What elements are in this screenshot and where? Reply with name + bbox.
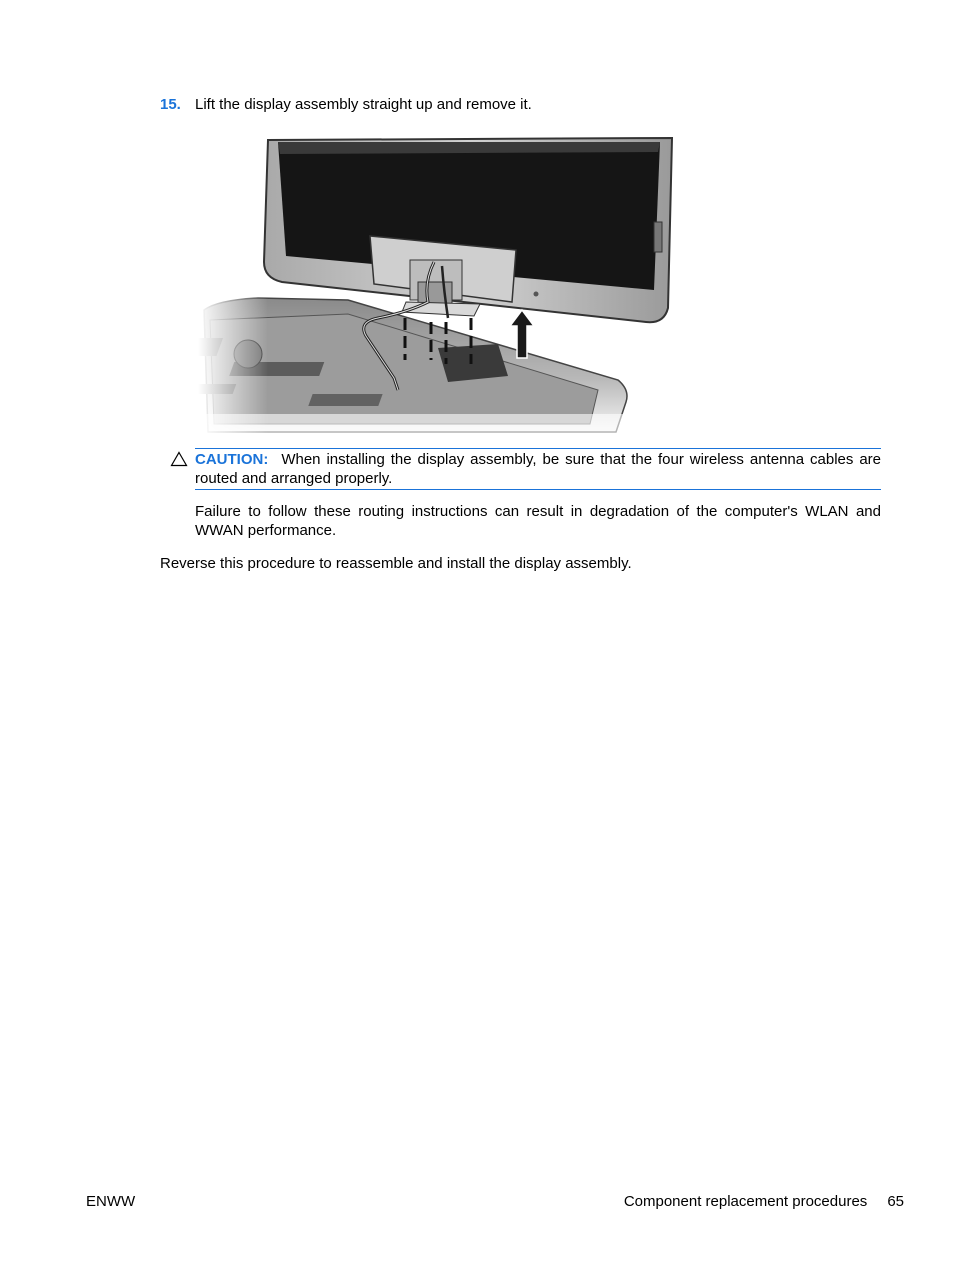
caution-triangle-icon <box>170 451 188 467</box>
caution-note <box>195 448 881 490</box>
reverse-procedure-note: Reverse this procedure to reassemble and install the display assembly. <box>160 555 632 572</box>
failure-note: Failure to follow these routing instructions can result in degradation of the computer's WLAN and WWAN performance. <box>195 503 881 539</box>
page-number: 65 <box>887 1193 904 1210</box>
step-text: Lift the display assembly straight up and remove it. <box>195 96 532 113</box>
display-removal-illustration <box>198 132 682 442</box>
footer-doc-id: ENWW <box>86 1193 136 1210</box>
caution-label: CAUTION: <box>195 451 269 468</box>
footer-section <box>624 1192 904 1211</box>
step-15 <box>160 95 532 114</box>
caution-text: When installing the display assembly, be sure that the four wireless antenna cables are routed and arranged properly. <box>195 451 881 487</box>
footer-section-title: Component replacement procedures <box>623 1193 868 1210</box>
step-number: 15. <box>160 96 181 113</box>
